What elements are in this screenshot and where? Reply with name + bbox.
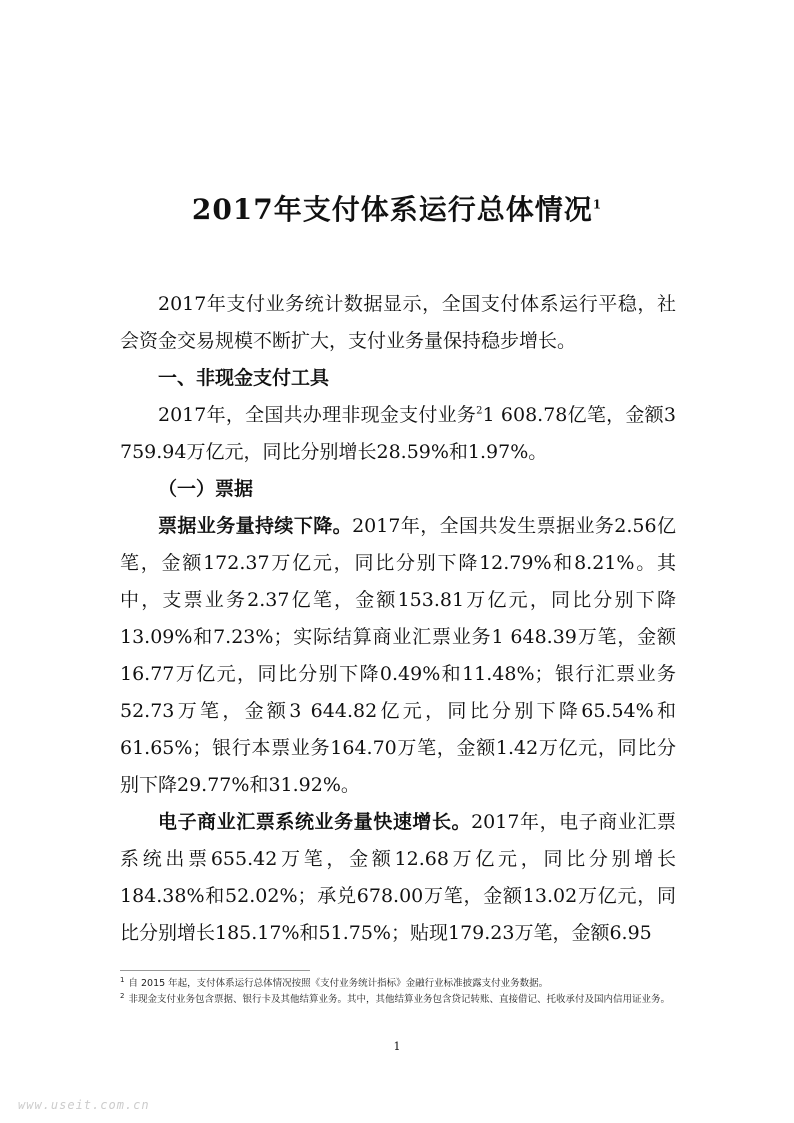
noncash-paragraph bbox=[120, 397, 676, 471]
footnotes bbox=[120, 976, 676, 1008]
section-heading-noncash: 一、非现金支付工具 bbox=[158, 367, 330, 389]
noncash-footnote-mark: 2 bbox=[476, 405, 483, 417]
ecds-paragraph bbox=[120, 804, 676, 952]
document-body bbox=[120, 286, 676, 952]
bills-paragraph bbox=[120, 508, 676, 804]
page-title bbox=[0, 188, 794, 228]
footnote-1 bbox=[120, 976, 676, 992]
watermark: www.useit.com.cn bbox=[18, 1098, 150, 1112]
footnote-divider bbox=[120, 970, 310, 971]
noncash-text-b: 1 608.78亿笔，金额3 759.94万亿元，同比分别增长28.59%和1.97%。 bbox=[120, 404, 676, 463]
footnote-2-text: 非现金支付业务包含票据、银行卡及其他结算业务。其中，其他结算业务包含贷记转账、直接借记、托收承付及国内信用证业务。 bbox=[128, 994, 670, 1005]
footnote-1-mark: 1 bbox=[120, 975, 125, 984]
footnote-1-text: 自 2015 年起，支付体系运行总体情况按照《支付业务统计指标》金融行业标准披露支付业务数据。 bbox=[128, 978, 549, 989]
ecds-text: 2017年，电子商业汇票系统出票655.42万笔，金额12.68万亿元，同比分别增长184.38%和52.02%；承兑678.00万笔，金额13.02万亿元，同比分别增长185.17%和51.75%；贴现179.23万笔，金额6.95 bbox=[120, 811, 676, 944]
bills-lead: 票据业务量持续下降。 bbox=[158, 515, 353, 537]
title-footnote-mark: 1 bbox=[592, 197, 603, 212]
title-text: 2017年支付体系运行总体情况 bbox=[191, 193, 593, 226]
noncash-text-a: 2017年，全国共办理非现金支付业务 bbox=[158, 404, 477, 426]
footnote-2 bbox=[120, 992, 676, 1008]
bills-text: 2017年，全国共发生票据业务2.56亿笔，金额172.37万亿元，同比分别下降12.79%和8.21%。其中，支票业务2.37亿笔，金额153.81万亿元，同比分别下降13.09%和7.23%；实际结算商业汇票业务1 648.39万笔，金额16.77万亿元，同比分别下降0.49%和11.48%；银行汇票业务52.73万笔，金额3 644.82亿元，同比分别下降65.54%和61.65%；银行本票业务164.70万笔，金额1.42万亿元，同比分别下降29.77%和31.92%。 bbox=[120, 515, 676, 796]
ecds-lead: 电子商业汇票系统业务量快速增长。 bbox=[158, 811, 472, 833]
intro-paragraph: 2017年支付业务统计数据显示，全国支付体系运行平稳，社会资金交易规模不断扩大，支付业务量保持稳步增长。 bbox=[120, 293, 676, 352]
subsection-heading-bills: （一）票据 bbox=[158, 478, 254, 500]
footnote-2-mark: 2 bbox=[120, 991, 125, 1000]
page-number: 1 bbox=[393, 1040, 401, 1053]
